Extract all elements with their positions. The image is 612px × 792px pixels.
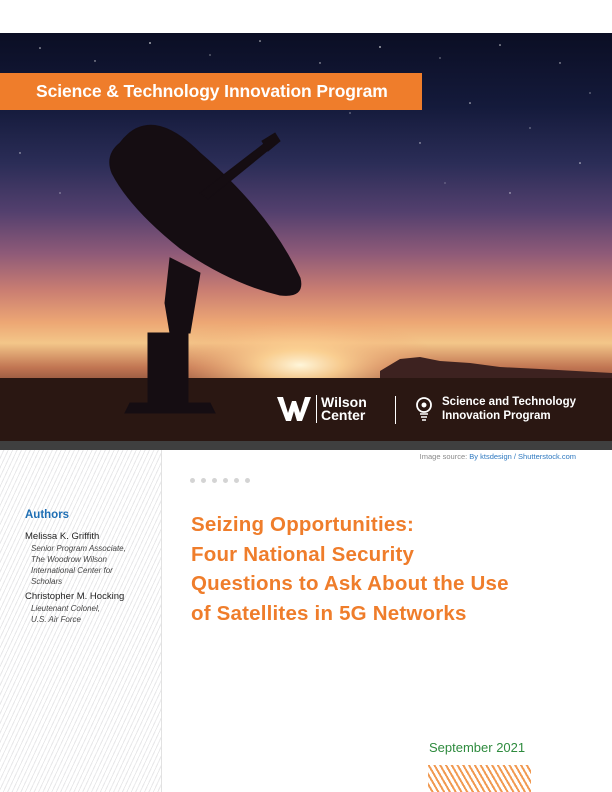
dot [212, 478, 217, 483]
author-title-line: Senior Program Associate, [31, 544, 126, 553]
author-title-line: International Center for [31, 566, 113, 575]
dot [223, 478, 228, 483]
image-credit-prefix: Image source: [419, 452, 470, 461]
report-title-line: Seizing Opportunities: [191, 513, 415, 536]
dot [234, 478, 239, 483]
stip-wordmark-line1: Science and Technology [442, 396, 576, 408]
report-title-line: Four National Security [191, 542, 415, 566]
publication-date: September 2021 [429, 740, 526, 755]
stip-wordmark [442, 395, 576, 423]
wilson-center-wordmark [321, 396, 367, 422]
stip-logo [414, 395, 576, 423]
wilson-center-logo [276, 394, 367, 424]
program-banner: Science & Technology Innovation Program [0, 73, 422, 110]
report-title [191, 510, 591, 628]
hero-bottom-bar [0, 441, 612, 450]
lightbulb-icon [414, 395, 434, 423]
report-title-line: Questions to Ask About the Use [191, 572, 509, 595]
stars [19, 40, 590, 194]
author-title [31, 543, 156, 587]
dot [190, 478, 195, 483]
decorative-dots [190, 478, 256, 483]
author-title-line: The Woodrow Wilson [31, 555, 107, 564]
stip-wordmark-line2: Innovation Program [442, 410, 551, 422]
decorative-hatch [428, 765, 531, 792]
author-title-line: Lieutenant Colonel, [31, 604, 100, 613]
wilson-logo-separator [316, 395, 317, 423]
authors-heading: Authors [25, 509, 70, 521]
image-credit [420, 452, 576, 461]
dot [245, 478, 250, 483]
author-title-line: Scholars [31, 577, 63, 586]
dot [201, 478, 206, 483]
author-title-line: U.S. Air Force [31, 615, 81, 624]
author-name: Melissa K. Griffith [25, 531, 100, 542]
author-title [31, 603, 156, 625]
wilson-wordmark-line2: Center [321, 407, 366, 423]
wilson-wordmark-line1: Wilson [321, 394, 367, 410]
author-name: Christopher M. Hocking [25, 591, 125, 602]
image-credit-link[interactable]: By ktsdesign / Shutterstock.com [469, 452, 576, 461]
logo-divider [395, 396, 396, 424]
wilson-w-icon [276, 395, 312, 423]
report-title-line: of Satellites in 5G Networks [191, 601, 467, 625]
